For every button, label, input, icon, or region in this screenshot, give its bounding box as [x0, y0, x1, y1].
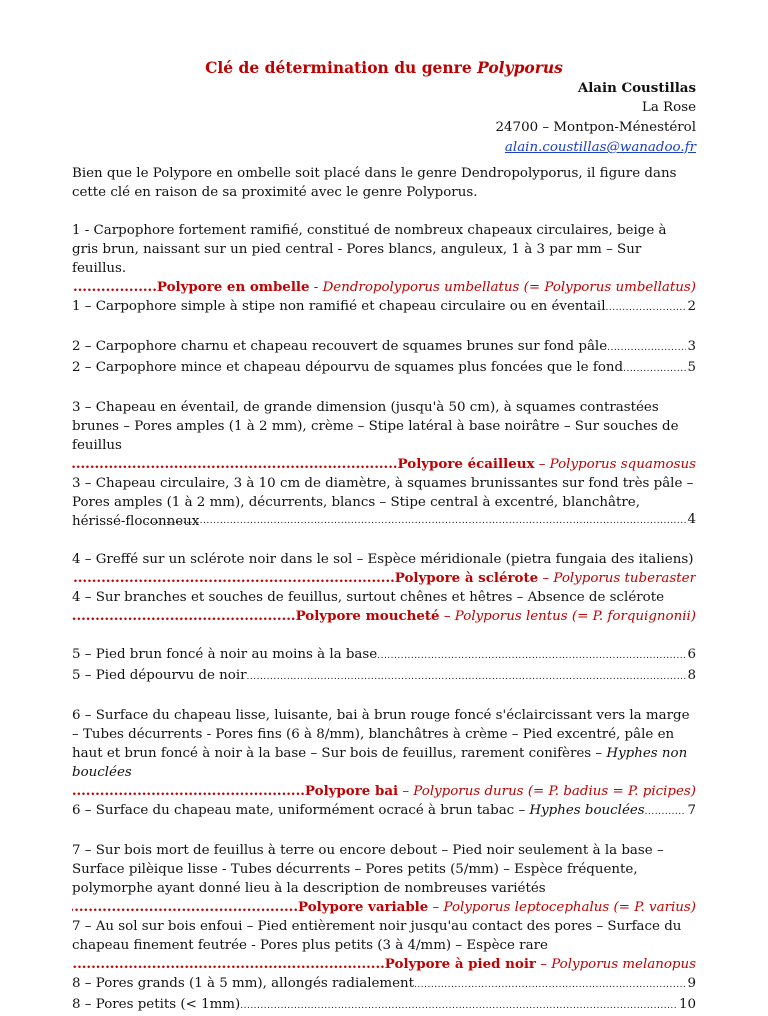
key-couplet-5 [72, 645, 696, 687]
key-6a-result [72, 782, 696, 801]
dot-leader [72, 898, 298, 917]
key-3a-text: 3 – Chapeau en éventail, de grande dimension (jusqu'à 50 cm), à squames contrastées brunes – Pores amples (1 à 2 mm), crème – Stipe latéral à base noirâtre – Sur souches de feuillus [72, 400, 679, 453]
key-content [72, 164, 696, 1016]
key-8a [72, 974, 696, 995]
species-name: Polypore en ombelle [156, 279, 310, 295]
key-couplet-7 [72, 841, 696, 1016]
dot-leader [605, 299, 686, 318]
dot-leader [377, 647, 686, 666]
key-4a-result [72, 569, 696, 588]
dot-leader [414, 976, 686, 995]
key-3b-ref: 4 [687, 512, 696, 527]
dot-leader [623, 360, 686, 379]
key-6b-ref: 7 [687, 803, 696, 818]
author-email-link[interactable]: alain.coustillas@wanadoo.fr [504, 140, 696, 155]
intro-paragraph: Bien que le Polypore en ombelle soit placé dans le genre Dendropolyporus, il figure dans cette clé en raison de sa proximité avec le genre Polyporus. [72, 166, 677, 200]
key-5a-text: 5 – Pied brun foncé à noir au moins à la base [72, 647, 378, 662]
key-7a-text: 7 – Sur bois mort de feuillus à terre ou encore debout – Pied noir seulement à la base – Surface pilèique lisse - Tubes décurrents – Pores petits (5/mm) – Espèce fréquente, polymorphe ayant donné lieu à la description de nombreuses variétés [72, 843, 664, 896]
address-line-2: 24700 – Montpon-Ménestérol [495, 120, 696, 135]
key-3a-result [72, 455, 696, 474]
author-block [496, 78, 696, 158]
dot-leader [240, 997, 678, 1016]
key-couplet-4 [72, 550, 696, 626]
key-6a-text: 6 – Surface du chapeau lisse, luisante, bai à brun rouge foncé s'éclaircissant vers la marge – Tubes décurrents - Pores fins (6 à 8/mm), blanchâtres à crème – Pied excentré, pâle en haut et brun foncé à noir à la base – Sur bois de feuillus, rarement conifères – Hyphes non bouclées [72, 708, 690, 780]
key-4b-text: 4 – Sur branches et souches de feuillus, surtout chênes et hêtres – Absence de sclérote [72, 590, 665, 605]
key-couplet-6 [72, 706, 696, 822]
key-2a-ref: 3 [687, 339, 696, 354]
species-latin: - Dendropolyporus umbellatus (= Polyporus umbellatus) [309, 280, 696, 295]
species-latin: – Polyporus squamosus [534, 457, 696, 472]
author-name: Alain Coustillas [577, 80, 696, 96]
dot-leader [247, 668, 687, 687]
key-6b [72, 801, 696, 822]
species-latin: – Polyporus tuberaster [538, 571, 696, 586]
species-latin: – Polyporus melanopus [535, 957, 696, 972]
key-1b-text: 1 – Carpophore simple à stipe non ramifié et chapeau circulaire ou en éventail [72, 299, 606, 314]
species-latin: – Polyporus leptocephalus (= P. varius) [428, 900, 696, 915]
key-5b-ref: 8 [687, 668, 696, 683]
key-8a-text: 8 – Pores grands (1 à 5 mm), allongés radialement [72, 976, 415, 991]
key-3b-text: 3 – Chapeau circulaire, 3 à 10 cm de diamètre, à squames brunissantes sur fond très pâle – Pores amples (1 à 2 mm), décurrents, blancs – Stipe central à excentré, blanchâtre, hérissé-floconneux [72, 476, 694, 529]
species-name: Polypore bai [304, 783, 399, 799]
key-5a-ref: 6 [687, 647, 696, 662]
key-1b-ref: 2 [687, 299, 696, 314]
address-line-1: La Rose [641, 100, 696, 115]
key-couplet-2 [72, 337, 696, 379]
key-7b-text: 7 – Au sol sur bois enfoui – Pied entièrement noir jusqu'au contact des pores – Surface du chapeau finement feutrée - Pores plus petits (3 à 4/mm) – Espèce rare [72, 919, 682, 953]
species-latin: – Polyporus lentus (= P. forquignonii) [439, 609, 696, 624]
key-2b-ref: 5 [687, 360, 696, 375]
key-5b [72, 666, 696, 687]
key-5a [72, 645, 696, 666]
species-name: Polypore à pied noir [384, 956, 536, 972]
dot-leader [72, 955, 385, 974]
dot-leader [72, 607, 296, 626]
page-title [0, 58, 768, 78]
key-couplet-1 [72, 221, 696, 318]
species-latin: – Polyporus durus (= P. badius = P. picipes) [398, 784, 696, 799]
key-couplet-3 [72, 398, 696, 531]
key-2a-text: 2 – Carpophore charnu et chapeau recouvert de squames brunes sur fond pâle [72, 339, 608, 354]
key-8b-text: 8 – Pores petits (< 1mm) [72, 997, 241, 1012]
key-4b-result [72, 607, 696, 626]
species-name: Polypore à sclérote [394, 570, 539, 586]
key-8b [72, 995, 696, 1016]
species-name: Polypore moucheté [295, 608, 440, 624]
key-8b-ref: 10 [678, 997, 696, 1012]
key-1a-text: 1 - Carpophore fortement ramifié, constitué de nombreux chapeaux circulaires, beige à gris brun, naissant sur un pied central - Pores blancs, anguleux, 1 à 3 par mm – Sur feuillus. [72, 223, 667, 276]
dot-leader [645, 803, 687, 822]
species-name: Polypore écailleux [397, 456, 535, 472]
dot-leader [72, 278, 157, 297]
key-7b-result [72, 955, 696, 974]
title-text: Clé de détermination du genre [205, 58, 478, 77]
key-1b [72, 297, 696, 318]
dot-leader [607, 339, 686, 358]
key-8a-ref: 9 [687, 976, 696, 991]
title-genus: Polyporus [477, 58, 563, 77]
key-2b [72, 358, 696, 379]
dot-leader [72, 455, 398, 474]
hyphes-note: Hyphes bouclées [529, 803, 645, 818]
dot-leader [72, 569, 395, 588]
key-6b-text: 6 – Surface du chapeau mate, uniformément ocracé à brun tabac – Hyphes bouclées [72, 803, 645, 818]
key-2b-text: 2 – Carpophore mince et chapeau dépourvu de squames plus foncées que le fond [72, 360, 624, 375]
species-name: Polypore variable [298, 899, 429, 915]
key-1a-result [72, 278, 696, 297]
key-5b-text: 5 – Pied dépourvu de noir [72, 668, 247, 683]
key-2a [72, 337, 696, 358]
dot-leader [72, 782, 305, 801]
key-3b [72, 474, 696, 531]
key-7a-result [72, 898, 696, 917]
hyphes-note: Hyphes non bouclées [72, 746, 688, 780]
key-4a-text: 4 – Greffé sur un sclérote noir dans le sol – Espèce méridionale (pietra fungaia des italiens) [72, 552, 694, 567]
